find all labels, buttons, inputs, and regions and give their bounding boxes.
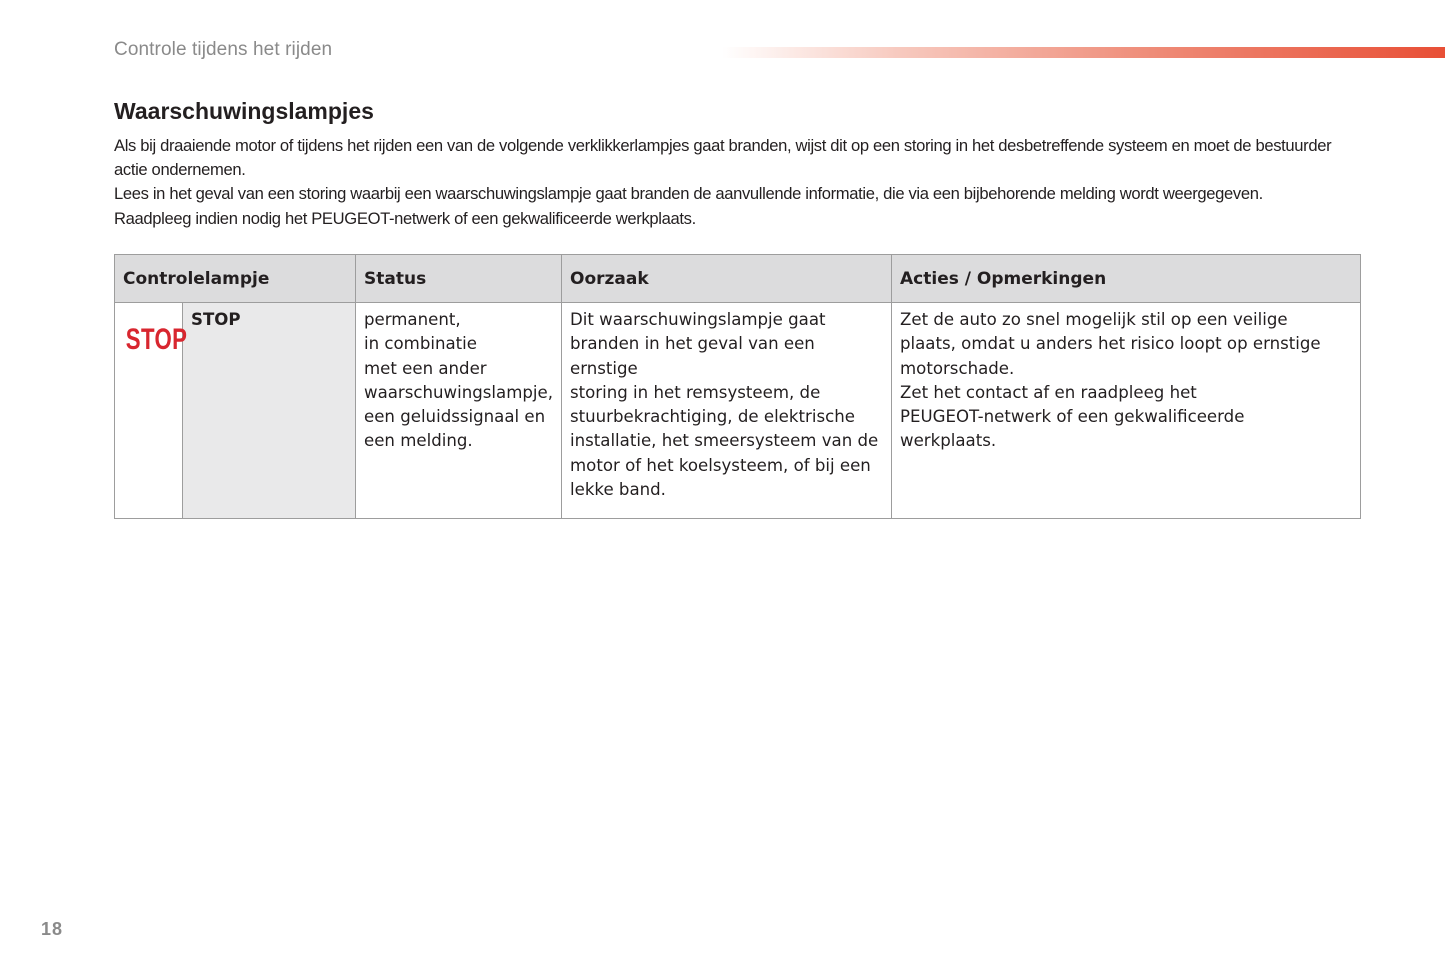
status-line: een geluidssignaal en: [364, 407, 546, 427]
intro-paragraph: Lees in het geval van een storing waarbij een waarschuwingslampje gaat branden de aanvullende informatie, die via een bijbehorende melding wordt weergegeven.: [114, 184, 1263, 204]
cause-line: branden in het geval van een ernstige: [570, 334, 815, 378]
intro-paragraph: Raadpleeg indien nodig het PEUGEOT-netwerk of een gekwalificeerde werkplaats.: [114, 208, 696, 228]
intro-paragraph: Als bij draaiende motor of tijdens het rijden een van de volgende verklikkerlampjes gaat branden, wijst dit op een storing in het desbetreffende systeem en moet de bestuurder actie ondernemen.: [114, 136, 1332, 180]
cause-line: storing in het remsysteem, de: [570, 382, 821, 402]
actions-line: motorschade.: [900, 358, 1015, 378]
icon-cell: [115, 303, 188, 519]
cause-line: lekke band.: [570, 480, 666, 500]
intro-text: [114, 134, 1364, 231]
actions-line: werkplaats.: [900, 431, 997, 451]
actions-line: plaats, omdat u anders het risico loopt op ernstige: [900, 334, 1321, 354]
status-line: in combinatie: [364, 334, 477, 354]
status-line: met een ander: [364, 358, 487, 378]
cause-line: Dit waarschuwingslampje gaat: [570, 310, 826, 329]
running-header: Controle tijdens het rijden: [114, 39, 333, 60]
cause-line: motor of het koelsysteem, of bij een: [570, 455, 871, 475]
column-header-oorzaak: Oorzaak: [562, 255, 892, 303]
column-header-controlelampje: Controlelampje: [115, 255, 356, 303]
header-accent-bar: [722, 47, 1445, 58]
page-number: 18: [41, 919, 64, 939]
actions-line: Zet de auto zo snel mogelijk stil op een veilige: [900, 310, 1288, 329]
actions-cell: [892, 303, 1361, 519]
column-header-acties: Acties / Opmerkingen: [892, 255, 1361, 303]
status-line: permanent,: [364, 310, 461, 329]
cause-line: stuurbekrachtiging, de elektrische: [570, 407, 855, 427]
stop-warning-icon: STOP: [125, 323, 188, 356]
table-header-row: [115, 255, 1361, 303]
column-header-status: Status: [356, 255, 562, 303]
lamp-name: STOP: [183, 303, 356, 519]
actions-line: Zet het contact af en raadpleeg het: [900, 382, 1197, 402]
table-row: [115, 303, 1361, 519]
section-title: Waarschuwingslampjes: [114, 98, 374, 124]
warning-lights-table: [114, 254, 1361, 519]
status-line: een melding.: [364, 431, 473, 451]
status-cell: [356, 303, 562, 519]
status-line: waarschuwingslampje,: [364, 382, 553, 402]
cause-line: installatie, het smeersysteem van de: [570, 431, 879, 451]
cause-cell: [562, 303, 892, 519]
actions-line: PEUGEOT-netwerk of een gekwalificeerde: [900, 407, 1245, 427]
